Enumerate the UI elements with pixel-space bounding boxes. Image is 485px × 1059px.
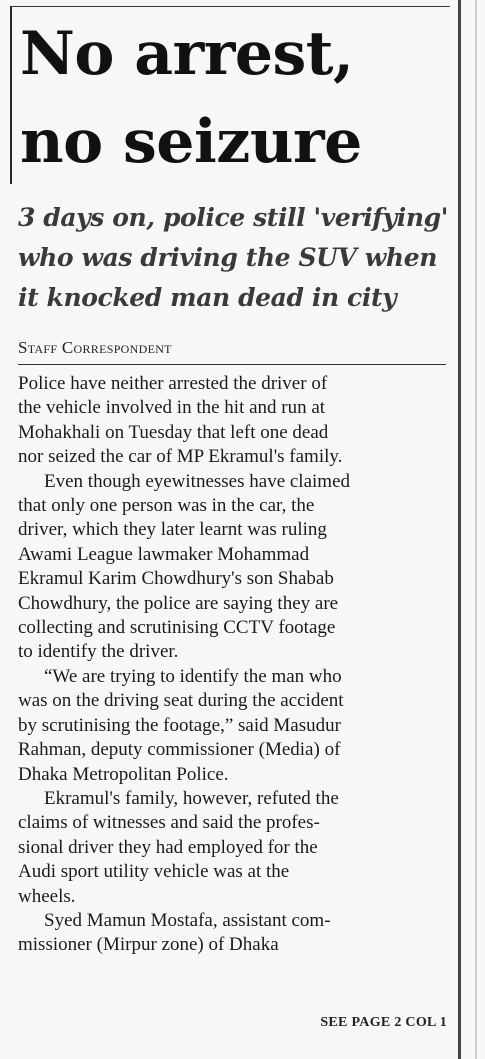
- body-line: Chowdhury, the police are saying they are: [18, 592, 339, 614]
- headline-line: no seizure: [20, 107, 362, 177]
- subhead-line: 3 days on, police still 'verifying': [18, 203, 448, 232]
- body-line: by scrutinising the footage,” said Masudur: [18, 714, 341, 736]
- subheadline: [18, 198, 456, 318]
- body-line: Even though eyewitnesses have claimed: [44, 470, 351, 492]
- body-line: missioner (Mirpur zone) of Dhaka: [18, 934, 279, 956]
- body-line: “We are trying to identify the man who: [44, 665, 342, 687]
- body-line: Audi sport utility vehicle was at the: [18, 861, 290, 883]
- article-body: [18, 372, 454, 958]
- column-divider-rule: [458, 0, 461, 1059]
- body-line: Syed Mamun Mostafa, assistant com-: [44, 909, 331, 931]
- body-line: claims of witnesses and said the profes-: [18, 812, 320, 834]
- body-line: collecting and scrutinising CCTV footage: [18, 617, 336, 639]
- body-line: was on the driving seat during the accident: [18, 690, 344, 712]
- headline-line: No arrest,: [20, 19, 354, 89]
- body-line: sional driver they had employed for the: [18, 836, 318, 858]
- body-line: Ekramul Karim Chowdhury's son Shabab: [18, 568, 334, 590]
- body-line: Mohakhali on Tuesday that left one dead: [18, 421, 329, 443]
- body-line: wheels.: [18, 885, 76, 907]
- body-line: to identify the driver.: [18, 641, 179, 663]
- headline-left-rule: [10, 6, 12, 184]
- top-rule: [10, 6, 450, 7]
- body-line: Ekramul's family, however, refuted the: [44, 787, 339, 809]
- byline: Staff Correspondent: [18, 338, 172, 357]
- subhead-line: it knocked man dead in city: [18, 283, 397, 312]
- body-line: that only one person was in the car, the: [18, 495, 315, 517]
- byline-rule: [18, 364, 446, 365]
- body-line: driver, which they later learnt was ruling: [18, 519, 327, 541]
- headline: [20, 10, 450, 186]
- body-line: the vehicle involved in the hit and run at: [18, 397, 326, 419]
- subhead-line: who was driving the SUV when: [18, 243, 437, 272]
- body-line: Rahman, deputy commissioner (Media) of: [18, 739, 341, 761]
- body-line: Dhaka Metropolitan Police.: [18, 763, 229, 785]
- continued-on-page[interactable]: SEE PAGE 2 COL 1: [320, 1015, 447, 1030]
- next-column-edge: [475, 0, 477, 1059]
- body-line: Police have neither arrested the driver of: [18, 373, 328, 394]
- body-line: Awami League lawmaker Mohammad: [18, 543, 310, 565]
- body-line: nor seized the car of MP Ekramul's family.: [18, 446, 343, 468]
